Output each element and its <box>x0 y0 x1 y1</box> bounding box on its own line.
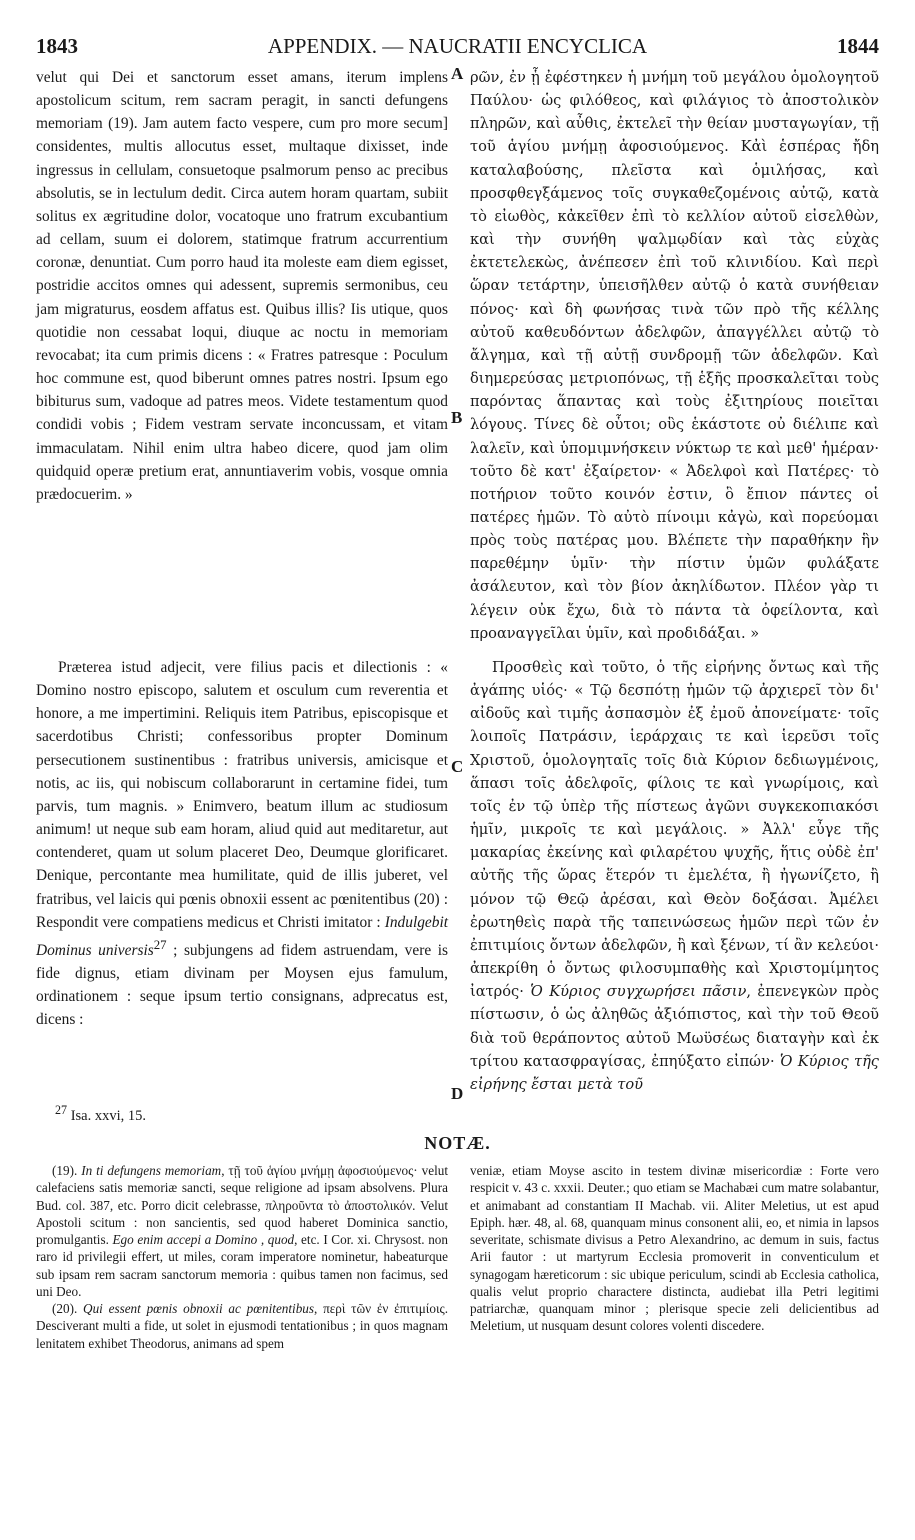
footnote-number: 27 <box>55 1103 68 1117</box>
running-title: APPENDIX. — NAUCRATII ENCYCLICA <box>267 34 648 58</box>
footnote-ref: 27 <box>153 937 167 952</box>
notes-left-column <box>36 1162 448 1352</box>
page-header <box>36 34 879 62</box>
note-19-text-end: , etc. I Cor. xi. Chrysost. non raro id privilegii effert, ut miles, coram imperatore nominetur, habeaturque sub ipsam rem sacram sanctorum memoria : quibus tamen non facimus, sed uni Deo. <box>36 1232 448 1299</box>
notes-heading: NOTÆ. <box>424 1133 491 1153</box>
footnote-text: Isa. xxvi, 15. <box>67 1107 147 1124</box>
note-20 <box>36 1300 448 1352</box>
greek-column-bottom <box>470 656 879 1096</box>
latin-column-top <box>36 66 448 506</box>
latin-column-bottom <box>36 656 448 1032</box>
notes-right-column <box>470 1162 879 1335</box>
note-20-lemma: Qui essent pœnis obnoxii ac pœnitentibus <box>83 1301 315 1316</box>
note-19-text: , τῇ τοῦ ἁγίου μνήμῃ ἀφοσιούμενος· velut calefaciens satis memoriæ sancti, seque religione ad ipsam absolvens. Plura Bud. col. 387, etc. Porro dicit celebrasse, πληροῦντα τὸ ἀποστολικόν. Velut Apostoli scitum : non sancientis, sed quod haberet Dominica sanctio, promulgantis. <box>36 1163 448 1247</box>
footnote <box>55 1103 146 1125</box>
note-19 <box>36 1162 448 1300</box>
note-19-quote: Ego enim accepi a Domino , quod <box>112 1232 295 1247</box>
margin-marker-c: C <box>451 757 464 776</box>
page-number-left: 1843 <box>36 34 78 58</box>
note-20-label: (20). <box>52 1301 78 1316</box>
greek-quote-1: Ὁ Κύριος συγχωρήσει πᾶσιν <box>530 983 747 1001</box>
greek-paragraph-1: ρῶν, ἐν ᾗ ἐφέστηκεν ἡ μνήμη τοῦ μεγάλου ὁμολογητοῦ Παύλου· ὡς φιλόθεος, καὶ φιλάγιος τὸ ἀποστολικὸν πληρῶν, καὶ αὖθις, ἐκτελεῖ τὴν θείαν μυσταγωγίαν, τῇ τοῦ ἁγίου μνήμῃ ἀφοσιούμενος. Κἀὶ ἑσπέρας ἤδη καταλαβούσης, πλεῖστα καὶ ὁμιλήσας, καὶ προσφθεγξάμενος τοῖς συγκαθεζομένοις αὐτῷ, κατὰ τὸ εἰωθὸς, κἀκεῖθεν ἐπὶ τὸ κελλίον αὐτοῦ εἰσελθὼν, καὶ τὴν συνήθη ψαλμῳδίαν καὶ τὰς εὐχὰς ἐκτετελεκὼς, ἀνέπεσεν ἐπὶ τοῦ κλινιδίου. Καὶ περὶ ὥραν τετάρτην, ὑπεισῆλθεν αὐτῷ ὁ κατὰ συνήθειαν πόνος· καὶ δὴ φωνήσας τινὰ τῶν πρὸ τῆς κέλλης αὐτοῦ καθευδόντων ἀδελφῶν, ἀπαγγέλλει αὐτῷ τὸ ἄλγημα, καὶ τῇ αὐτῇ συνδρομῇ τῶν ἀδελφῶν. Καὶ διημερεύσας μετριοπόνως, τῇ ἑξῆς προσκαλεῖται τοὺς παρόντας ἅπαντας καὶ τοὺς ἐξιτηρίους ποιεῖται λόγους. Τίνες δὲ οὗτοι; οὓς ἑκάστοτε οὐ διέλιπε καὶ λαλεῖν, καὶ ὑπομιμνήσκειν νύκτωρ τε καὶ μεθ' ἡμέραν· τοῦτο δὲ κατ' ἐξαίρετον· « Ἀδελφοὶ καὶ Πατέρες· τὸ ποτήριον τοῦτο κοινόν ἐστιν, ὃ ἔπιον πάντες οἱ πατέρες ἡμῶν. Τὸ αὐτὸ πίνοιμι κἀγὼ, καὶ πορεύομαι πρὸς τοὺς πατέρας μου. Βλέπετε τὴν παραθήκην ἣν παρεθέμην ὑμῖν· τὴν πίστιν ὑμῶν φυλάξατε ἀσάλευτον, καὶ τὸν βίον ἀκηλίδωτον. Πλέον γὰρ τι λέγειν οὐκ ἔχω, διὰ τὸ πάντα τὰ ὀφείλοντα, καὶ προαναγγεῖλαι ὑμῖν, καὶ προδιδάξαι. » <box>470 69 879 642</box>
greek-paragraph-2-text: Προσθεὶς καὶ τοῦτο, ὁ τῆς εἰρήνης ὄντως καὶ τῆς ἀγάπης υἱός· « Τῷ δεσπότῃ ἡμῶν τῷ ἀρχιερεῖ τὸν δι' αἰδοῦς καὶ τιμῆς ἀσπασμὸν ἐξ ἐμοῦ ἀπονείματε· τοῖς λοιποῖς Πατράσιν, ἱεράρχαις τε καὶ ἱερεῦσι τοῖς Χριστοῦ, ὁμολογηταῖς τοῖς διὰ Κύριον δεδιωγμένοις, ἅπασι τοῖς ἀδελφοῖς, φίλοις τε καὶ γνωρίμοις, καὶ τοῖς ἐν τῷ ὑπὲρ τῆς πίστεως ἀγῶνι συγκεκοπιακόσι ἡμῖν, μικροῖς τε καὶ μεγάλοις. » Ἀλλ' εὖγε τῆς μακαρίας ἐκείνης καὶ φιλαρέτου ψυχῆς, ἥτις οὐδὲ ἐπ' αὐτῆς τῆς ὥρας ἕτερόν τι ἐμελέτα, ἢ ἠγωνίζετο, ἢ μόνον τῷ Θεῷ ἀρέσαι, καὶ Θεὸν δοξάσαι. Ἀμέλει ἐρωτηθεὶς παρὰ τῆς ταπεινώσεως ἡμῶν περὶ τῶν ἐν ἐπιτιμίοις ὄντων ἀδελφῶν, ἢ καὶ ξένων, τί ἂν κελεύοι· ἀπεκρίθη ὁ ὄντως φιλοσυμπαθὴς καὶ Χριστομίμητος ἰατρός· <box>470 659 879 1001</box>
page-number-right: 1844 <box>837 34 879 58</box>
latin-paragraph-2 <box>36 656 448 1032</box>
greek-column-top <box>470 66 879 645</box>
latin-paragraph-2-end: ; subjungens ad fidem astruendam, vere is fide dignus, etiam divinam per Moysen ejus famulum, ordinationem : seque ipsum tertio consignans, adprecatus est, dicens : <box>36 942 448 1029</box>
greek-paragraph-2-end: , ἐπενεγκὼν πρὸς πίστωσιν, ὁ ὡς ἀληθῶς ἀξιόπιστος, καὶ τὴν τοῦ Θεοῦ διὰ τοῦ θεράποντος αὐτοῦ Μωϋσέως διαταγὴν καὶ ἐκ τρίτου κατασφραγίσας, ἐπηύξατο εἰπών· <box>470 983 880 1070</box>
margin-marker-b: B <box>451 408 463 427</box>
margin-marker-d: D <box>451 1084 464 1103</box>
greek-quote-2: Ὁ Κύριος τῆς εἰρήνης ἔσται μετὰ τοῦ <box>470 1052 879 1093</box>
note-19-label: (19). <box>52 1163 78 1178</box>
latin-quote: Indulgebit Dominus universis <box>36 913 448 959</box>
latin-paragraph-2-text: Præterea istud adjecit, vere filius pacis et dilectionis : « Domino nostro episcopo, salutem et osculum cum reverentia et honore, a me impertimini. Reliquis item Patribus, episcopisque et sacerdotibus Christi; confessoribus propter Dominum persecutionem sustinentibus : fratribus universis, amicisque et notis, ac iis, qui nobiscum collaborarunt in certamine fidei, tum parvis, tum magnis. » Enimvero, beatum illum ac studiosum animum! ut neque sub eam horam, aliud quid aut meditaretur, aut contenderet, quam ut solum placeret Deo, Deumque glorificaret. Denique, percontante mea humilitate, quid de illis juberet, vel fratribus, vel laicis qui pœnis obnoxii essent ac pœnitentibus (20) : Respondit vere compatiens medicus et Christi imitator : <box>36 659 448 931</box>
margin-marker-a: A <box>451 64 464 83</box>
note-20-text: , περὶ τῶν ἐν ἐπιτιμίοις. Desciverant multi a fide, ut solet in ejusmodi tentationibus ; in quos magnam lenitatem exhibet Theodorus, animans ad spem <box>36 1301 449 1351</box>
note-19-lemma: In ti defungens memoriam <box>81 1163 222 1178</box>
latin-paragraph-1: velut qui Dei et sanctorum esset amans, iterum implens apostolicum scitum, rem sacram peragit, in sancti defungens memoriam (19). Jam autem facto vespere, cum pro more secum] considentes, multis allocutus esset, multaque dixisset, inde ingressus in cellulam, consuetoque psalmorum penso ac precibus absolutis, se in lectulum dedit. Circa autem horam quartam, subiit solitus ex ægritudine dolor, vocatoque uno fratrum excubantium ad cellam, suum ei dolorem, statimque fratrum accurrentium coronæ, denuntiat. Cum porro haud ita moleste eam diem egisset, postridie accitos omnes qui adessent, supremis sermonibus, ceu jam migraturus, eosdem affatus est. Quibus illis? Iis utique, quos quotidie non cessabat loqui, diuque ac noctu in memoriam revocabat; ita cum primis dicens : « Fratres patresque : Poculum hoc commune est, quod biberunt omnes patres nostri. Ipsum ego bibiturus sum, vadoque ad patres meos. Videte testamentum quod condidi vobis ; Fidem vestram servate inconcussam, et vitam immaculatam. Nihil enim ultra habeo dicere, quod jam olim quidquid operæ pretium erat, annuntiaverim vobis, vosque omnia prædocuerim. » <box>36 69 448 503</box>
greek-paragraph-2 <box>470 656 879 1096</box>
note-20-continued: veniæ, etiam Moyse ascito in testem divinæ misericordiæ : Forte vero respicit v. 43 c. xxxii. Deuter.; quo etiam se Machabæi cum matre solabantur, et animabant ad constantiam II Machab. vii. Aliter Meletius, ut est apud Epiph. hær. 48, al. 68, quanquam minus consonent alii, eo, et nimia in lapsos severitate, schismate divisus a Petro Alexandrino, ac demum in suis, factus Arii fautor : ut martyrum Ecclesia promoverit in conventiculum et synagogam hæreticorum : sic ubique periculum, scindi ab Ecclesia catholica, qualis velut proprio charactere distincta, audiebat illa Petri legitimi patriarchæ, quanquam minor ; plerisque specie zeli delicientibus ad Meletium, ut nusquam desunt colores volenti discedere. <box>470 1163 879 1334</box>
